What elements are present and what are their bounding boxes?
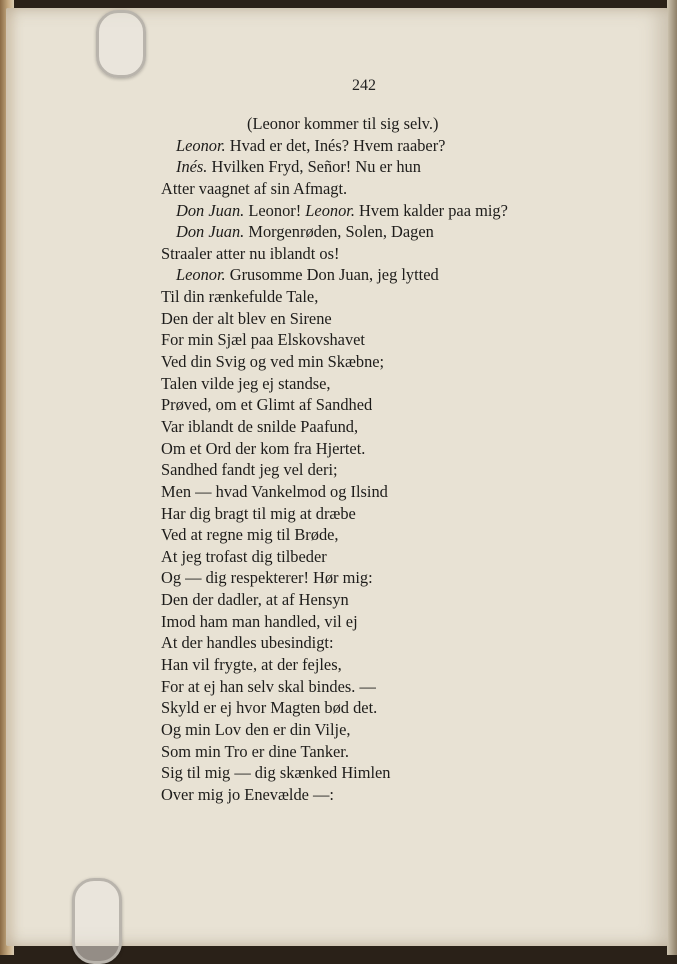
text-line: Den der dadler, at af Hensyn xyxy=(161,590,349,610)
text-line: Har dig bragt til mig at dræbe xyxy=(161,503,356,523)
text-line: Og — dig respekterer! Hør mig: xyxy=(161,568,373,588)
text-line: Prøved, om et Glimt af Sandhed xyxy=(161,395,373,415)
text-line: Til din rænkefulde Tale, xyxy=(161,287,319,307)
page-edge xyxy=(667,0,677,955)
text-line: Talen vilde jeg ej standse, xyxy=(161,373,331,393)
page-number: 242 xyxy=(352,77,376,94)
text-line: Atter vaagnet af sin Afmagt. xyxy=(161,178,348,198)
text-line: Straaler atter nu iblandt os! xyxy=(161,243,340,263)
text-line: Og min Lov den er din Vilje, xyxy=(161,719,351,739)
text-line: Inés. Hvilken Fryd, Señor! Nu er hun xyxy=(176,157,421,177)
text-line: Den der alt blev en Sirene xyxy=(161,308,332,328)
speaker-name: Don Juan. xyxy=(176,222,245,242)
text-line: Ved at regne mig til Brøde, xyxy=(161,525,339,545)
paper-clip-bottom xyxy=(72,878,122,964)
text-line: At jeg trofast dig tilbeder xyxy=(161,546,327,566)
speaker-name: Don Juan. xyxy=(176,200,245,220)
text-line: Over mig jo Enevælde —: xyxy=(161,784,334,804)
text-line: Var iblandt de snilde Paafund, xyxy=(161,416,359,436)
text-line: Ved din Svig og ved min Skæbne; xyxy=(161,352,385,372)
text-line: Don Juan. Morgenrøden, Solen, Dagen xyxy=(176,222,434,242)
text-line: For min Sjæl paa Elskovshavet xyxy=(161,330,365,350)
text-line: Skyld er ej hvor Magten bød det. xyxy=(161,698,378,718)
paper-clip-top xyxy=(96,10,146,78)
speaker-name: Leonor. xyxy=(176,135,226,155)
text-line: Han vil frygte, at der fejles, xyxy=(161,655,342,675)
text-line: Sandhed fandt jeg vel deri; xyxy=(161,460,338,480)
speaker-name: Inés. xyxy=(176,157,208,177)
text-line: Leonor. Hvad er det, Inés? Hvem raaber? xyxy=(176,135,446,155)
text-line: Om et Ord der kom fra Hjertet. xyxy=(161,438,366,458)
text-line: Som min Tro er dine Tanker. xyxy=(161,741,349,761)
speaker-name: Leonor. xyxy=(176,265,226,285)
text-line: At der handles ubesindigt: xyxy=(161,633,334,653)
text-line: Men — hvad Vankelmod og Ilsind xyxy=(161,481,388,501)
text-line: For at ej han selv skal bindes. — xyxy=(161,676,376,696)
text-line: Imod ham man handled, vil ej xyxy=(161,611,358,631)
speaker-name: Leonor. xyxy=(305,200,355,220)
stage-direction: (Leonor kommer til sig selv.) xyxy=(247,114,439,133)
text-line: Don Juan. Leonor! Leonor. Hvem kalder paa mig? xyxy=(176,200,508,220)
text-line: Leonor. Grusomme Don Juan, jeg lytted xyxy=(176,265,439,285)
text-line: Sig til mig — dig skænked Himlen xyxy=(161,763,391,783)
play-text xyxy=(161,113,631,806)
